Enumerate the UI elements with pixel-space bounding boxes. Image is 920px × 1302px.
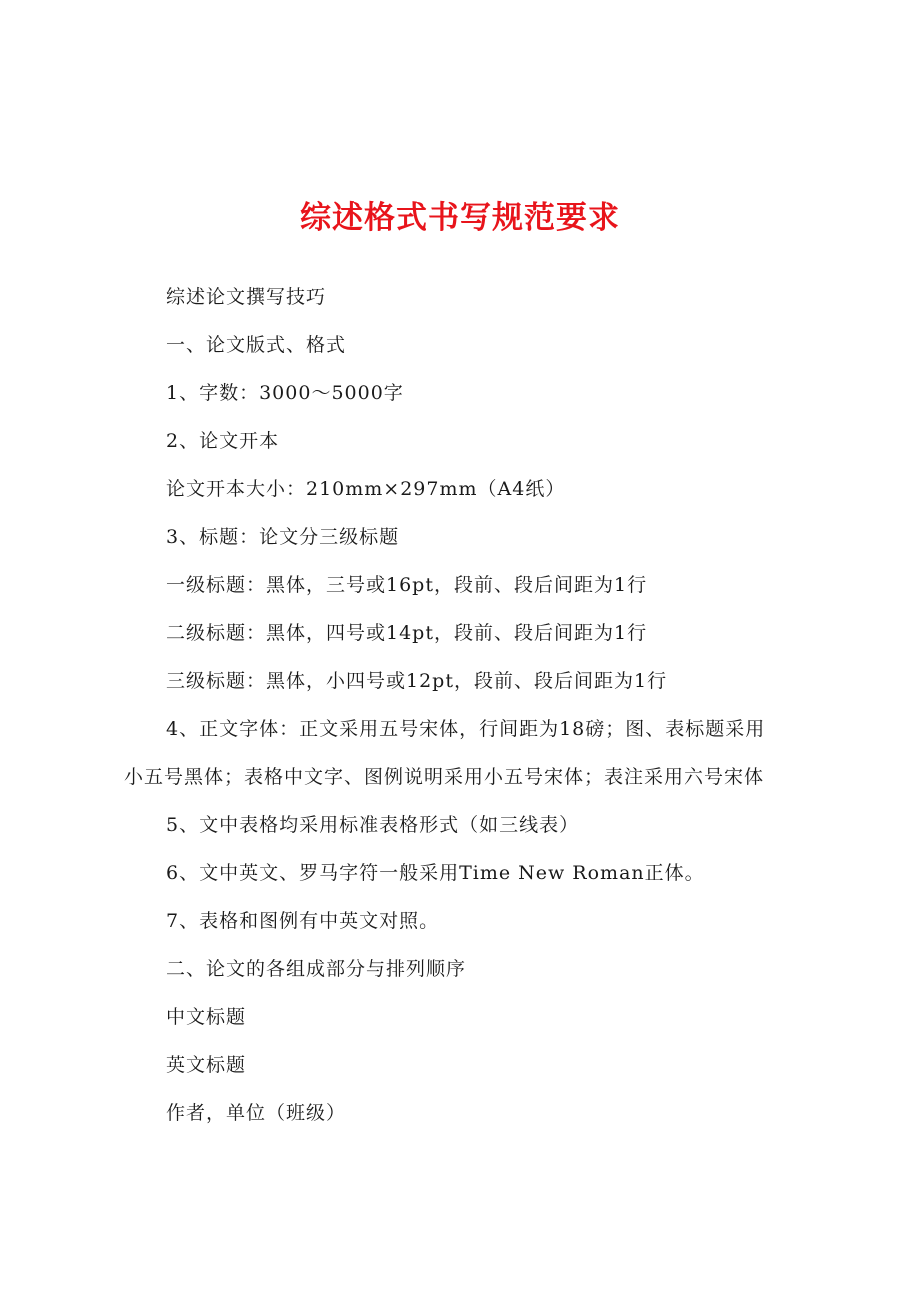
paragraph-7: 二级标题：黑体，四号或14pt，段前、段后间距为1行 [166, 622, 648, 644]
paragraph-11: 5、文中表格均采用标准表格形式（如三线表） [166, 814, 580, 836]
paragraph-12: 6、文中英文、罗马字符一般采用Time New Roman正体。 [166, 862, 705, 884]
paragraph-13: 7、表格和图例有中英文对照。 [166, 910, 440, 932]
paragraph-1: 一、论文版式、格式 [166, 334, 347, 356]
paragraph-3: 2、论文开本 [166, 430, 280, 452]
paragraph-17: 作者，单位（班级） [166, 1102, 347, 1124]
paragraph-9: 4、正文字体：正文采用五号宋体，行间距为18磅；图、表标题采用 [166, 718, 766, 740]
paragraph-0: 综述论文撰写技巧 [166, 286, 327, 308]
paragraph-14: 二、论文的各组成部分与排列顺序 [166, 958, 467, 980]
paragraph-6: 一级标题：黑体，三号或16pt，段前、段后间距为1行 [166, 574, 648, 596]
paragraph-2: 1、字数：3000～5000字 [166, 382, 404, 404]
paragraph-5: 3、标题：论文分三级标题 [166, 526, 400, 548]
paragraph-15: 中文标题 [166, 1006, 247, 1028]
paragraph-16: 英文标题 [166, 1054, 247, 1076]
paragraph-8: 三级标题：黑体，小四号或12pt，段前、段后间距为1行 [166, 670, 668, 692]
document-title: 综述格式书写规范要求 [300, 200, 620, 236]
paragraph-10: 小五号黑体；表格中文字、图例说明采用小五号宋体；表注采用六号宋体 [124, 766, 765, 788]
paragraph-4: 论文开本大小：210mm×297mm（A4纸） [166, 478, 566, 500]
